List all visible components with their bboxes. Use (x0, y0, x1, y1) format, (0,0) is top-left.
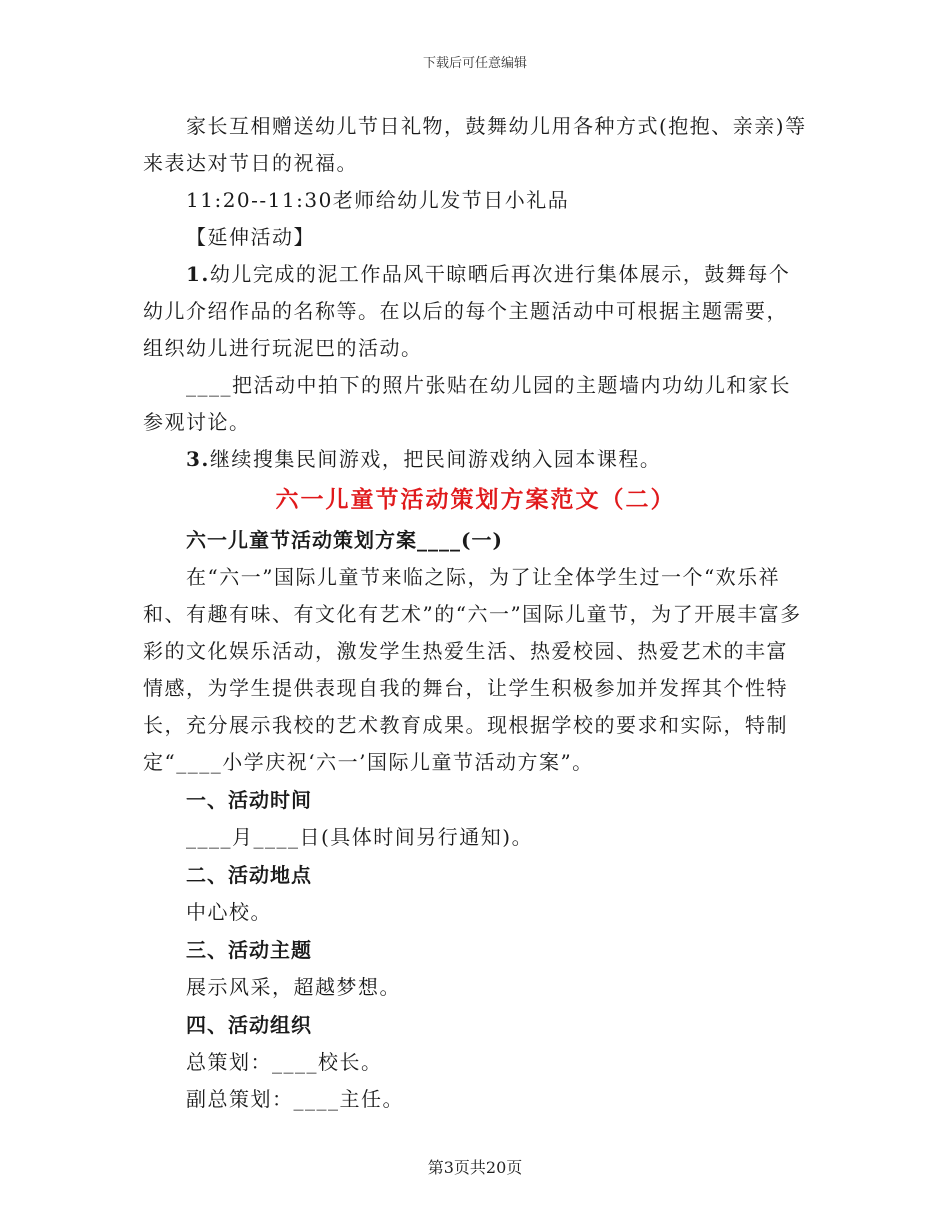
paragraph-item-2: ____把活动中拍下的照片张贴在幼儿园的主题墙内功幼儿和家长参观讨论。 (143, 373, 791, 434)
heading-organization: 四、活动组织 (186, 1013, 312, 1037)
text-chief-planner: 总策划：____校长。 (186, 1050, 383, 1074)
item-text: 继续搜集民间游戏，把民间游戏纳入园本课程。 (209, 447, 662, 471)
paragraph-extension-heading: 【延伸活动】 (186, 225, 315, 249)
section-title: 六一儿童节活动策划方案范文（二） (275, 486, 676, 513)
page-footer: 第3页共20页 (427, 1158, 523, 1177)
heading-location: 二、活动地点 (186, 863, 312, 887)
text-time: ____月____日(具体时间另行通知)。 (186, 825, 534, 849)
page-header: 下载后可任意编辑 (422, 56, 527, 71)
section-intro: 在“六一”国际儿童节来临之际，为了让全体学生过一个“欢乐祥和、有趣有味、有文化有艺术”的“六一”国际儿童节，为了开展丰富多彩的文化娱乐活动，激发学生热爱生活、热爱校园、热爱艺术的丰富情感，为学生提供表现自我的舞台，让学生积极参加并发挥其个性特长，充分展示我校的艺术教育成果。现根据学校的要求和实际，特制定“____小学庆祝‘六一’国际儿童节活动方案”。 (143, 565, 802, 774)
text-deputy-planner: 副总策划：____主任。 (186, 1087, 404, 1111)
item-text: 幼儿完成的泥工作品风干晾晒后再次进行集体展示，鼓舞每个幼儿介绍作品的名称等。在以后的每个主题活动中可根据主题需要，组织幼儿进行玩泥巴的活动。 (143, 262, 791, 360)
text-theme: 展示风采，超越梦想。 (186, 975, 401, 999)
text-location: 中心校。 (186, 900, 272, 924)
heading-time: 一、活动时间 (186, 788, 312, 812)
item-number: 3. (186, 447, 210, 471)
section-subtitle: 六一儿童节活动策划方案____(一) (186, 528, 503, 552)
paragraph-gifts: 家长互相赠送幼儿节日礼物，鼓舞幼儿用各种方式(抱抱、亲亲)等来表达对节日的祝福。 (143, 114, 807, 175)
paragraph-item-1 (143, 256, 808, 367)
document-body (143, 108, 808, 1118)
paragraph-item-3 (143, 441, 808, 478)
item-number: 1. (186, 262, 210, 286)
heading-theme: 三、活动主题 (186, 938, 312, 962)
paragraph-schedule: 11:20--11:30老师给幼儿发节日小礼品 (186, 188, 570, 212)
